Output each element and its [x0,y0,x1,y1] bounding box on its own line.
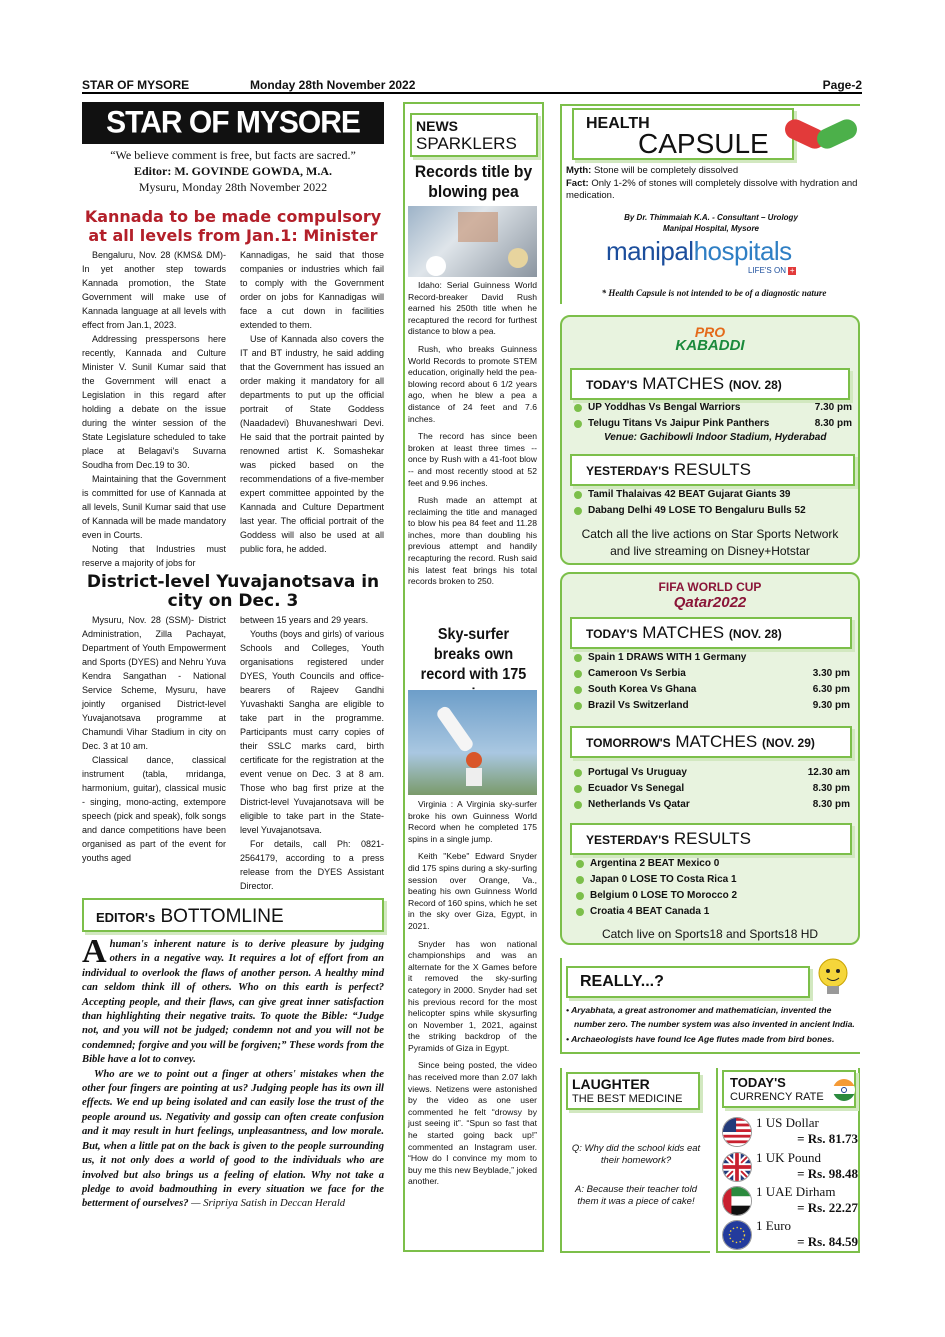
label1: TODAY'S [730,1075,786,1090]
match: Portugal Vs Uruguay [588,767,687,778]
paragraph: Use of Kannada also covers the IT and BT industry, he said adding that the Government has issued an order making it mandatory for all departments to put up the official portrait of State Goddess (Naadadevi) Bhuvaneshwari Devi. He said that the portrait painted by renowned artist K. Somashekar was picked based on the recommendations of a five-member expert committee appointed by the Kannada and Culture Department last year. The official portrait of the Goddess will also be used at all public fora, he added. [240,334,384,554]
list-item: Dabang Delhi 49 LOSE TO Bengaluru Bulls 52 [572,503,852,519]
sparklers-label [410,113,538,157]
skysurf-photo [408,690,537,795]
fact-label: Fact: [566,177,589,189]
fact: Archaeologists have found Ice Age flutes made from bird bones. [571,1034,835,1044]
venue: Venue: Gachibowli Indoor Stadium, Hyderabad [604,432,827,443]
fifa-yest-list [574,856,852,920]
paragraph: Virginia : A Virginia sky-surfer broke his own Guinness World Record when he completed 175 spins in a single jump. [408,799,537,844]
kabaddi-logo [660,325,760,353]
kabaddi-results [572,487,852,519]
credit: — Sripriya Satish in Deccan Herald [191,1198,346,1210]
label1: HEALTH [586,115,650,132]
header-page: Page-2 [822,78,862,92]
paragraph: For details, call Ph: 0821-2564179, according to a press release from the DYES Assistant Director. [240,839,384,891]
us-flag-icon [722,1117,752,1147]
match: Netherlands Vs Qatar [588,799,690,810]
paragraph: Noting that Industries must reserve a majority of jobs for [82,544,226,568]
match: South Korea Vs Ghana [588,684,697,695]
lightbulb-icon [812,955,854,1001]
fifa-today-tab [570,617,852,649]
list-item [572,698,850,714]
bottomline-label [82,898,384,932]
really-facts [566,1004,858,1047]
list-item: • Archaeologists have found Ice Age flutes made from bird bones. [566,1034,835,1044]
list-item [572,682,850,698]
tab-date: (NOV. 29) [761,736,815,750]
skysurf-photo-art [408,690,537,795]
tab-text: RESULTS [673,460,751,479]
tab-bold: TODAY'S [586,378,638,392]
kabaddi-today-tab [570,368,850,400]
masthead-title: STAR OF MYSORE [82,102,384,144]
time: 8.30 pm [812,799,850,810]
match: Cameroon Vs Serbia [588,668,686,679]
story1-headline: Kannada to be made compulsory at all levels from Jan.1: Minister [84,207,382,245]
paragraph: Snyder has won national championships and was an alternate for the X Games before it removed the sky-surfing category in 2000. Snyder had set his previous record for the most helicopter spins while skysurfing on November 1, 2021, against the striking backdrop of the Pyramids of Giza in Egypt. [408,938,537,1053]
paragraph: Keith "Kebe" Edward Snyder did 175 spins during a sky-surfing session over Orange, Va., beating his own Guinness World Record of 160 spins, which he set in the sky over Giza, Egypt, in 2021. [408,851,537,931]
header-date: Monday 28th November 2022 [250,78,416,92]
footer-line2: and live streaming on Disney+Hotstar [610,544,810,558]
editor: Editor: M. GOVINDE GOWDA, M.A. [134,164,332,178]
match: UP Yoddhas Vs Bengal Warriors [588,402,741,413]
pea-photo [408,206,537,277]
time: 6.30 pm [812,684,850,695]
paragraph: Rush made an attempt at reclaiming the title and managed to blow his pea 84 feet and 11.28 inches, more than doubling his previous attempt and handily recapturing the record. Rush said his latest feat brings his total records broken to 250. [408,495,537,587]
india-flag-icon [832,1078,856,1102]
currency-rate: = Rs. 22.27 [797,1200,858,1215]
health-author [566,212,856,234]
manipal-logo [606,236,816,267]
drop-cap: A [82,933,107,970]
paragraph: The record has since been broken at least three times -- once by Rush with a 41-foot blow -- and most recently stood at 52 feet and 9.96 inches. [408,431,537,488]
list-item [572,650,850,666]
paragraph: between 15 years and 29 years. [240,615,369,625]
motto: “We believe comment is free, but facts are sacred.” [110,148,356,162]
list-item [572,416,852,432]
fifa-logo [640,580,780,610]
paragraph: Addressing presspersons here recently, Kannada and Culture Minister V. Sunil Kumar said that the Government will enact a Legislation in this regard after holding a debate on the issue during the winter session of the State Legislature scheduled to take place at Belagavi's Suvarna Soudha from Dec.19 to 30. [82,334,226,470]
logo-kabaddi: KABADDI [675,337,745,354]
kabaddi-yest-tab [570,454,855,486]
list-item [572,797,850,813]
list-item: Japan 0 LOSE TO Costa Rica 1 [574,872,852,888]
health-note: * Health Capsule is not intended to be of a diagnostic nature [601,288,827,298]
story2-col2 [240,613,384,893]
paragraph: Maintaining that the Government is committed for use of Kannada at all levels, Sunil Kumar said that use of Kannada will be made mandatory even in Courts. [82,474,226,540]
place-date: Mysuru, Monday 28th November 2022 [138,180,328,194]
story2-headline: District-level Yuvajanotsava in city on Dec. 3 [86,572,380,611]
currency-name: 1 UAE Dirham [756,1184,836,1199]
sparkler-p1 [408,280,537,588]
really-label: REALLY...? [566,966,810,998]
paragraph: Mysuru, Nov. 28 (SSM)- District Administration, Zilla Pachayat, Department of Youth Empowerment and Sports (DYES) and Nehru Yuva Kendra Sangathan - National Service Scheme, Mysuru, have jointly organised District-level Yuvajanotsava programme at Chamundi Vihar Stadium in city on Dec. 3 at 10 am. [82,615,226,751]
logo-part1: manipal [606,236,694,266]
story1-col1 [82,248,226,570]
currency-row-aed [722,1184,858,1216]
label2: THE BEST MEDICINE [572,1093,683,1105]
tab-bold: TODAY'S [586,627,638,641]
paragraph: Idaho: Serial Guinness World Record-breaker David Rush earned his 250th title when he recaptured the record for furthest distance to blow a pea. [408,280,537,337]
list-item: Argentina 2 BEAT Mexico 0 [574,856,852,872]
hospital: Manipal Hospital, Mysore [662,224,760,233]
sparkler-p2 [408,799,537,1188]
list-item: • Aryabhata, a great astronomer and mathematician, invented the number zero. The number system was also invented in ancient India. [566,1005,855,1029]
fact: Only 1-2% of stones will completely dissolve with hydration and medication. [566,177,858,201]
logo-pro: PRO [694,324,726,340]
time: 3.30 pm [812,668,850,679]
fifa-tomorrow-tab [570,726,852,758]
fifa-today-list [572,650,850,714]
logo-line1: FIFA WORLD CUP [658,580,762,594]
tab-text: MATCHES [642,374,725,393]
bottomline-text [82,933,384,1212]
label2: SPARKLERS [416,134,517,153]
tab-bold: TOMORROW'S [586,736,671,750]
health-body [566,165,862,203]
tab-date: (NOV. 28) [728,378,782,392]
kabaddi-footer [566,526,854,560]
footer-line1: Catch all the live actions on Star Sports Network [581,527,839,541]
currency-rate: = Rs. 84.59 [797,1234,858,1249]
paragraph: Since being posted, the video has received more than 2.07 lakh views. Netizens were astonished by the video as one user commented he felt “drowsy by just seeing it”. “Spun so fast that he started going back up!” commented an Instagram user. “How do I convince my mom to buy me this new Beyblade,” joked another. [408,1060,537,1187]
fact: Aryabhata, a great astronomer and mathematician, invented the number zero. The number system was also invented in ancient India. [571,1005,855,1029]
joke-answer: A: Because their teacher told them it was a piece of cake! [575,1184,697,1207]
currency-rate: = Rs. 98.48 [797,1166,858,1181]
tab-bold: YESTERDAY'S [586,833,670,847]
list-item [572,666,850,682]
paragraph: Kannadigas, he said that those companies or industries which fail to comply with the Government order on jobs for Kannadigas will face a cut down in facilities extended to them. [240,250,384,330]
currency-row-usd [722,1115,858,1147]
myth: Stone will be completely dissolved [593,165,739,176]
label2: CAPSULE [638,128,769,159]
paragraph: human's inherent nature is to derive pleasure by judging others in a negative way. It requires a lot of effort from an individual to overlook the flaws of another person. A healthy mind can seldom think ill of others. Who on this earth is perfect? Accepting people, and their flaws, can give great inner satisfaction than highlighting their negative traits. To quote the Bible: “Judge not, and you will not be judged; condemn not and you will not be condemned; forgive and you will be forgiven;” These words from the Bible have a lot to convey. [82,939,384,1066]
list-item: Belgium 0 LOSE TO Morocco 2 [574,888,852,904]
author: By Dr. Thimmaiah K.A. - Consultant – Urology [624,213,798,222]
plus-icon: + [789,266,795,275]
masthead-motto [82,147,384,195]
time: 9.30 pm [812,700,850,711]
sparkler-h1: Records title by blowing pea [414,162,533,201]
paragraph: Rush, who breaks Guinness World Records to promote STEM education, originally held the pea-blowing record about 6 1/2 years ago, when he blew a pea a distance of 24 feet and 7.6 inches. [408,343,537,424]
eu-flag-icon [722,1220,752,1250]
paragraph: Bengaluru, Nov. 28 (KMS& DM)- In yet another step towards Kannada promotion, the State Government will make use of Kannada language at all levels with effect from Jan.1, 2023. [82,250,226,330]
uae-flag-icon [722,1186,752,1216]
tab-text: MATCHES [642,623,725,642]
label1: NEWS [416,118,458,134]
currency-row-gbp [722,1150,858,1182]
health-label [572,108,794,160]
tab-text: RESULTS [673,829,751,848]
capsule-icon [780,110,862,162]
uk-flag-icon [722,1152,752,1182]
fifa-yest-tab [570,823,852,855]
joke-question: Q: Why did the school kids eat their homework? [571,1143,701,1166]
match: Ecuador Vs Senegal [588,783,685,794]
myth-label: Myth: [566,165,592,176]
paragraph: Who are we to point out a finger at others' mistakes when the other four fingers are pointing at us? Judging people has its own ill effects. We end up being isolated and can easily lose the trust of the people around us. Negativity and gossip can often create confusion and it may result in hurt feelings, unpleasantness, and low morale. But, when a little pat on the back is given to the people surrounding us, it not only does a world of good to the individuals who are involved but also brings us a feeling of elation. Why not take a pledge to avoid badmouthing in every situation we face for the betterment of ourselves? [82,1068,384,1210]
pea-photo-art [408,206,537,277]
tab-bold: YESTERDAY'S [586,464,670,478]
currency-name: 1 US Dollar [756,1115,819,1130]
match: Brazil Vs Switzerland [588,700,689,711]
story1-col2 [240,248,384,556]
tab-date: (NOV. 28) [728,627,782,641]
logo-line2: Qatar2022 [673,594,747,611]
header-paper: STAR OF MYSORE [82,78,190,92]
currency-name: 1 Euro [756,1218,792,1233]
list-item [572,400,852,416]
fifa-tomorrow-list [572,765,850,813]
match: Spain 1 DRAWS WITH 1 Germany [588,652,747,663]
list-item: Croatia 4 BEAT Canada 1 [574,904,852,920]
tagline: LIFE'S ON [748,266,786,275]
list-item: Tamil Thalaivas 42 BEAT Gujarat Giants 39 [572,487,852,503]
time: 12.30 am [807,767,850,778]
tab-text: MATCHES [675,732,758,751]
page-header [82,78,862,94]
list-item [572,781,850,797]
sparkler-h2: Sky-surfer breaks own record with 175 [420,626,527,683]
paragraph: Classical dance, classical instrument (tabla, mridanga, harmonium, guitar), classical music - singing, mono-acting, extempore speech (pick and speak), folk songs and dance competitions have been organised as part of the event for youths aged [82,755,226,863]
label: BOTTOMLINE [160,906,284,927]
time: 8.30 pm [814,418,852,429]
paragraph: Youths (boys and girls) of various Schools and Colleges, Youth organisations registered under DYES, Youth Councils and office-bearers of Rajeev Gandhi Yuvashakti Sangha are eligible to take part in the programme. Participants must carry copies of their SSLC marks card, birth certificate for the registration at the event venue on Dec. 3 at 8 am. Those who bag first prize at the District-level Yuvajanotsava will be eligible to take part in the State-level Yuvajanotsava. [240,629,384,835]
currency-rate: = Rs. 81.73 [797,1131,858,1146]
label2: CURRENCY RATE [730,1091,824,1103]
logo-part2: hospitals [693,236,792,266]
time: 8.30 pm [812,783,850,794]
time: 7.30 pm [814,402,852,413]
label-bold: EDITOR's [96,910,156,925]
list-item [572,765,850,781]
manipal-tagline [748,266,796,275]
kabaddi-today-list [572,400,852,443]
label1: LAUGHTER [572,1076,650,1092]
currency-name: 1 UK Pound [756,1150,822,1165]
laughter-label [566,1072,700,1110]
story2-col1 [82,613,226,865]
currency-row-eur [722,1218,858,1250]
match: Telugu Titans Vs Jaipur Pink Panthers [588,418,770,429]
fifa-footer: Catch live on Sports18 and Sports18 HD [601,927,819,941]
